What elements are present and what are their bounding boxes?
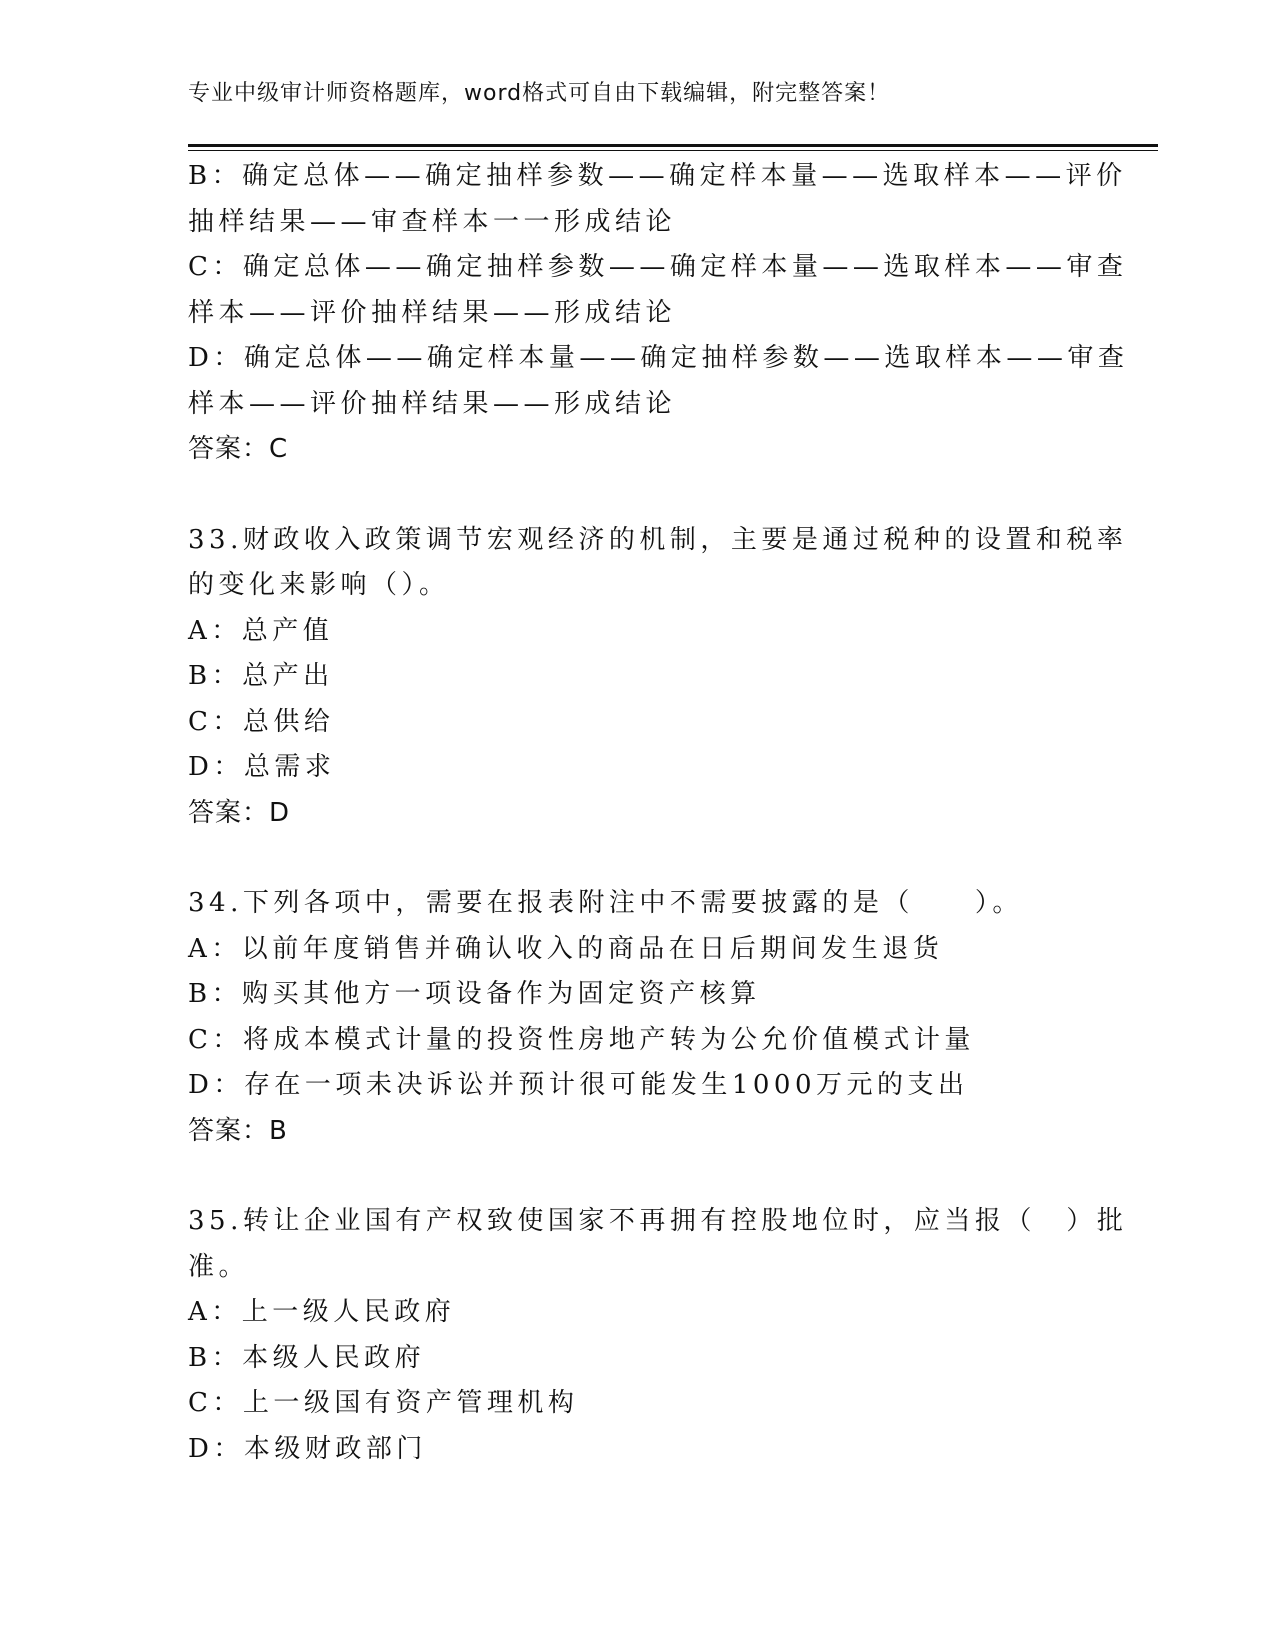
question-stem: 的变化来影响（）。 bbox=[188, 570, 450, 600]
option-c: C：上一级国有资产管理机构 bbox=[188, 1388, 579, 1418]
option-line: D：确定总体——确定样本量——确定抽样参数——选取样本——审查 bbox=[188, 343, 1129, 373]
spacer bbox=[188, 1154, 1088, 1199]
answer-label: 答案：C bbox=[188, 434, 289, 464]
option-line: B：确定总体——确定抽样参数——确定样本量——选取样本——评价 bbox=[188, 161, 1127, 191]
option-d: D：本级财政部门 bbox=[188, 1433, 427, 1464]
option-c: C：将成本模式计量的投资性房地产转为公允价值模式计量 bbox=[188, 1024, 975, 1055]
question-stem: 准。 bbox=[188, 1251, 250, 1282]
option-c: C：总供给 bbox=[188, 706, 335, 737]
answer-label: 答案：D bbox=[188, 797, 291, 828]
spacer bbox=[188, 473, 1088, 518]
page-header: 专业中级审计师资格题库，word格式可自由下载编辑，附完整答案！ bbox=[188, 81, 891, 106]
question-35 bbox=[188, 1199, 1128, 1472]
option-a: A：上一级人民政府 bbox=[188, 1297, 456, 1327]
option-b: B：总产出 bbox=[188, 661, 334, 691]
option-line: C：确定总体——确定抽样参数——确定样本量——选取样本——审查 bbox=[188, 252, 1128, 282]
prev-question bbox=[188, 154, 1129, 473]
question-stem: 35.转让企业国有产权致使国家不再拥有控股地位时，应当报（ ）批 bbox=[188, 1206, 1128, 1236]
question-stem: 34.下列各项中，需要在报表附注中不需要披露的是（ ）。 bbox=[188, 888, 1023, 918]
option-b bbox=[188, 154, 1127, 245]
option-d: D：存在一项未决诉讼并预计很可能发生1000万元的支出 bbox=[188, 1070, 969, 1100]
question-34 bbox=[188, 881, 1088, 1154]
option-line: 样本——评价抽样结果——形成结论 bbox=[188, 297, 677, 328]
option-a: A：以前年度销售并确认收入的商品在日后期间发生退货 bbox=[188, 933, 944, 964]
option-a: A：总产值 bbox=[188, 615, 334, 646]
option-line: 抽样结果——审查样本一一形成结论 bbox=[188, 206, 677, 237]
option-c bbox=[188, 245, 1128, 336]
question-33 bbox=[188, 518, 1128, 837]
option-d bbox=[188, 336, 1129, 427]
spacer bbox=[188, 836, 1088, 881]
document-body bbox=[188, 154, 1129, 1472]
option-d: D：总需求 bbox=[188, 752, 336, 782]
option-b: B：购买其他方一项设备作为固定资产核算 bbox=[188, 979, 761, 1009]
option-b: B：本级人民政府 bbox=[188, 1342, 426, 1373]
answer-label: 答案：B bbox=[188, 1115, 288, 1146]
option-line: 样本——评价抽样结果——形成结论 bbox=[188, 388, 677, 419]
header-rule-thin bbox=[188, 150, 1158, 151]
question-stem: 33.财政收入政策调节宏观经济的机制，主要是通过税种的设置和税率 bbox=[188, 524, 1128, 555]
header-rule-thick bbox=[188, 144, 1158, 147]
